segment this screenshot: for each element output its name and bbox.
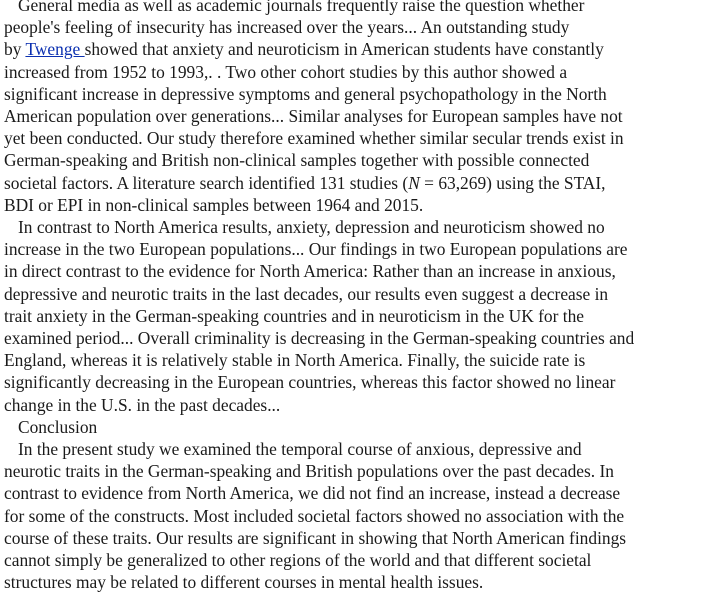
- text-line: significantly decreasing in the European countries, whereas this factor showed no linear: [4, 372, 616, 393]
- text-line: BDI or EPI in non-clinical samples between 1964 and 2015.: [4, 194, 424, 215]
- text-line: in direct contrast to the evidence for North America: Rather than an increase in anxious,: [4, 261, 616, 282]
- text-line: [4, 38, 710, 60]
- twenge-link[interactable]: Twenge: [25, 39, 85, 60]
- text-fragment: by: [4, 39, 26, 60]
- text-line: American population over generations... Similar analyses for European samples have not: [4, 106, 623, 127]
- text-line: increase in the two European populations... Our findings in two European populations are: [4, 239, 628, 260]
- text-line: for some of the constructs. Most included societal factors showed no association with the: [4, 505, 625, 526]
- text-line: England, whereas it is relatively stable in North America. Finally, the suicide rate is: [4, 350, 586, 371]
- paragraph-conclusion: [4, 438, 710, 593]
- italic-n: N: [408, 172, 420, 193]
- text-line: neurotic traits in the German-speaking and British populations over the past decades. In: [4, 461, 614, 482]
- text-line: In contrast to North America results, anxiety, depression and neuroticism showed no: [18, 217, 605, 238]
- text-line: In the present study we examined the temporal course of anxious, depressive and: [18, 439, 582, 460]
- text-line: structures may be related to different courses in mental health issues.: [4, 572, 484, 593]
- text-line: German-speaking and British non-clinical samples together with possible connected: [4, 150, 590, 171]
- paragraph-results: [4, 216, 710, 416]
- text-line: cannot simply be generalized to other regions of the world and that different societal: [4, 550, 592, 571]
- text-line: people's feeling of insecurity has increased over the years... An outstanding study: [4, 17, 570, 38]
- text-line: examined period... Overall criminality is decreasing in the German-speaking countries and: [4, 328, 635, 349]
- text-line: increased from 1952 to 1993,. . Two other cohort studies by this author showed a: [4, 61, 568, 82]
- section-heading: Conclusion: [18, 416, 98, 437]
- text-line: [4, 172, 710, 194]
- text-line: contrast to evidence from North America, we did not find an increase, instead a decrease: [4, 483, 621, 504]
- text-line: significant increase in depressive symptoms and general psychopathology in the North: [4, 83, 607, 104]
- text-line: trait anxiety in the German-speaking countries and in neuroticism in the UK for the: [4, 305, 585, 326]
- text-fragment: = 63,269) using the STAI,: [419, 172, 606, 193]
- text-line: change in the U.S. in the past decades...: [4, 394, 281, 415]
- text-fragment: societal factors. A literature search identified 131 studies (: [4, 172, 409, 193]
- text-line: General media as well as academic journals frequently raise the question whether: [18, 0, 585, 15]
- document-body: [4, 0, 710, 593]
- paragraph-intro: [4, 0, 710, 216]
- text-fragment: showed that anxiety and neuroticism in American students have constantly: [84, 39, 604, 60]
- text-line: yet been conducted. Our study therefore examined whether similar secular trends exist in: [4, 128, 624, 149]
- text-line: course of these traits. Our results are significant in showing that North American findings: [4, 527, 627, 548]
- text-line: depressive and neurotic traits in the last decades, our results even suggest a decrease in: [4, 283, 609, 304]
